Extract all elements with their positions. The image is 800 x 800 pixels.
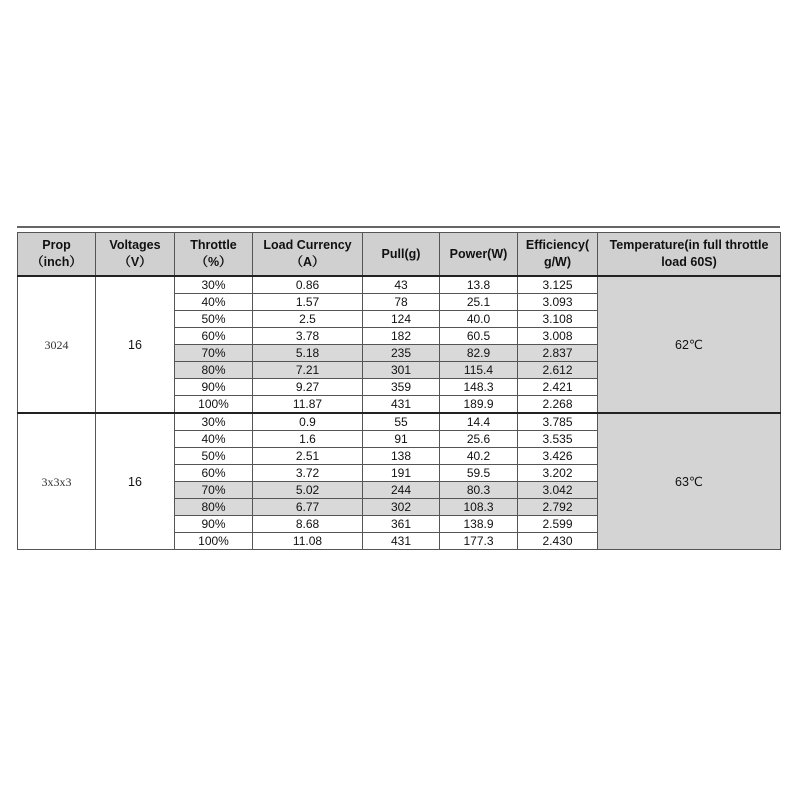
throttle-cell: 90% [175, 516, 253, 533]
power-cell: 82.9 [440, 345, 518, 362]
table-row [18, 413, 781, 431]
throttle-cell: 60% [175, 328, 253, 345]
load-current-cell: 8.68 [253, 516, 363, 533]
efficiency-cell: 2.792 [518, 499, 598, 516]
throttle-cell: 70% [175, 482, 253, 499]
pull-cell: 431 [363, 533, 440, 550]
pull-cell: 78 [363, 294, 440, 311]
voltage-cell: 16 [96, 276, 175, 413]
load-current-cell: 2.5 [253, 311, 363, 328]
pull-cell: 244 [363, 482, 440, 499]
header-prop: Prop （inch） [18, 233, 96, 277]
header-pull: Pull(g) [363, 233, 440, 277]
efficiency-cell: 2.612 [518, 362, 598, 379]
efficiency-cell: 3.125 [518, 276, 598, 294]
pull-cell: 431 [363, 396, 440, 414]
efficiency-cell: 3.108 [518, 311, 598, 328]
load-current-cell: 5.18 [253, 345, 363, 362]
power-cell: 25.1 [440, 294, 518, 311]
efficiency-cell: 2.421 [518, 379, 598, 396]
pull-cell: 301 [363, 362, 440, 379]
pull-cell: 55 [363, 413, 440, 431]
efficiency-cell: 3.042 [518, 482, 598, 499]
load-current-cell: 0.86 [253, 276, 363, 294]
throttle-cell: 60% [175, 465, 253, 482]
pull-cell: 138 [363, 448, 440, 465]
power-cell: 148.3 [440, 379, 518, 396]
power-cell: 13.8 [440, 276, 518, 294]
efficiency-cell: 2.268 [518, 396, 598, 414]
efficiency-cell: 3.093 [518, 294, 598, 311]
table-row [18, 276, 781, 294]
load-current-cell: 1.57 [253, 294, 363, 311]
throttle-cell: 80% [175, 499, 253, 516]
power-cell: 138.9 [440, 516, 518, 533]
efficiency-cell: 3.535 [518, 431, 598, 448]
temperature-cell: 63℃ [598, 413, 781, 550]
throttle-cell: 40% [175, 294, 253, 311]
throttle-cell: 30% [175, 276, 253, 294]
pull-cell: 124 [363, 311, 440, 328]
load-current-cell: 0.9 [253, 413, 363, 431]
power-cell: 115.4 [440, 362, 518, 379]
efficiency-cell: 3.426 [518, 448, 598, 465]
power-cell: 80.3 [440, 482, 518, 499]
efficiency-cell: 3.008 [518, 328, 598, 345]
throttle-cell: 30% [175, 413, 253, 431]
pull-cell: 91 [363, 431, 440, 448]
prop-cell: 3x3x3 [18, 413, 96, 550]
header-row [18, 233, 781, 277]
voltage-cell: 16 [96, 413, 175, 550]
efficiency-cell: 2.837 [518, 345, 598, 362]
load-current-cell: 2.51 [253, 448, 363, 465]
throttle-cell: 50% [175, 448, 253, 465]
pull-cell: 359 [363, 379, 440, 396]
motor-test-table [17, 232, 781, 550]
efficiency-cell: 2.430 [518, 533, 598, 550]
temperature-cell: 62℃ [598, 276, 781, 413]
power-cell: 177.3 [440, 533, 518, 550]
load-current-cell: 6.77 [253, 499, 363, 516]
pull-cell: 361 [363, 516, 440, 533]
throttle-cell: 40% [175, 431, 253, 448]
load-current-cell: 5.02 [253, 482, 363, 499]
power-cell: 59.5 [440, 465, 518, 482]
load-current-cell: 11.08 [253, 533, 363, 550]
header-throttle: Throttle （%） [175, 233, 253, 277]
throttle-cell: 70% [175, 345, 253, 362]
header-voltages: Voltages （V） [96, 233, 175, 277]
header-power: Power(W) [440, 233, 518, 277]
header-load-currency: Load Currency （A） [253, 233, 363, 277]
pull-cell: 235 [363, 345, 440, 362]
power-cell: 40.0 [440, 311, 518, 328]
load-current-cell: 3.78 [253, 328, 363, 345]
power-cell: 108.3 [440, 499, 518, 516]
efficiency-cell: 2.599 [518, 516, 598, 533]
power-cell: 14.4 [440, 413, 518, 431]
efficiency-cell: 3.202 [518, 465, 598, 482]
throttle-cell: 100% [175, 396, 253, 414]
power-cell: 40.2 [440, 448, 518, 465]
throttle-cell: 50% [175, 311, 253, 328]
power-cell: 25.6 [440, 431, 518, 448]
throttle-cell: 80% [175, 362, 253, 379]
pull-cell: 302 [363, 499, 440, 516]
load-current-cell: 9.27 [253, 379, 363, 396]
table-body [18, 276, 781, 550]
load-current-cell: 3.72 [253, 465, 363, 482]
load-current-cell: 11.87 [253, 396, 363, 414]
power-cell: 189.9 [440, 396, 518, 414]
throttle-cell: 100% [175, 533, 253, 550]
header-efficiency: Efficiency( g/W) [518, 233, 598, 277]
load-current-cell: 1.6 [253, 431, 363, 448]
prop-cell: 3024 [18, 276, 96, 413]
pull-cell: 43 [363, 276, 440, 294]
efficiency-cell: 3.785 [518, 413, 598, 431]
header-temperature: Temperature(in full throttle load 60S) [598, 233, 781, 277]
throttle-cell: 90% [175, 379, 253, 396]
load-current-cell: 7.21 [253, 362, 363, 379]
power-cell: 60.5 [440, 328, 518, 345]
table-header [18, 233, 781, 277]
pull-cell: 182 [363, 328, 440, 345]
pull-cell: 191 [363, 465, 440, 482]
